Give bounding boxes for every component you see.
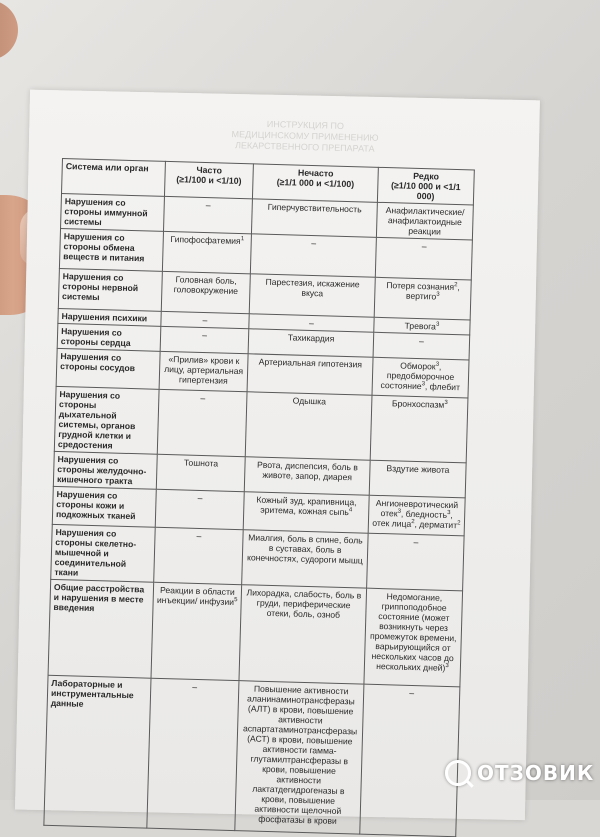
cell-system: Нарушения со стороны кожи и подкожных тканей	[52, 486, 156, 527]
cell-system: Нарушения со стороны дыхательной системы, органов грудной клетки и средостения	[54, 386, 159, 454]
cell-infrequent: Миалгия, боль в спине, боль в суставах, боль в конечностях, судороги мышц	[242, 530, 368, 588]
cell-often: Гипофосфатемия$^1$	[162, 231, 251, 273]
cell-rare: –	[373, 332, 470, 360]
cell-system: Нарушения со стороны нервной системы	[58, 268, 162, 311]
magnifier-icon	[445, 760, 471, 786]
cell-system: Нарушения со стороны сосудов	[56, 348, 160, 389]
cell-often: «Прилив» крови к лицу, артериальная гипертензия	[159, 351, 248, 391]
adverse-effects-table-wrapper	[43, 158, 474, 837]
cell-often: Реакции в области инъекции/ инфузии$^5$	[151, 582, 242, 680]
table-row	[48, 579, 463, 686]
cell-infrequent: Рвота, диспепсия, боль в животе, запор, диарея	[244, 457, 370, 495]
cell-rare: Тревога$^3$	[374, 317, 470, 335]
cell-system: Лабораторные и инструментальные данные	[44, 675, 151, 828]
table-row	[44, 675, 460, 836]
cell-rare: Обморок$^3$, предобморочное состояние$^3$, флебит	[372, 357, 469, 398]
cell-infrequent: Артериальная гипотензия	[247, 354, 373, 395]
cell-system: Нарушения со стороны скелетно-мышечной и соединительной ткани	[51, 524, 155, 582]
header-infrequent: Нечасто (≥1/1 000 и <1/100)	[252, 164, 378, 202]
cell-often: –	[163, 196, 252, 233]
cell-system: Нарушения со стороны желудочно-кишечного тракта	[53, 451, 157, 489]
cell-often: –	[157, 389, 247, 456]
cell-infrequent: –	[249, 314, 374, 332]
cell-rare: Недомогание, гриппоподобное состояние (может возникнуть через промежуток времени, варьирующийся от нескольких часов до нескольких дней)$^3$	[364, 588, 463, 687]
cell-rare: –	[375, 237, 472, 280]
cell-rare: Ангионевротический отек$^3$, бледность$^3$, отек лица$^2$, дерматит$^2$	[368, 495, 465, 536]
cell-rare: Анафилактические/ анафилактоидные реакции	[376, 202, 473, 240]
cell-often: –	[161, 311, 249, 328]
cell-infrequent: Повышение активности аланинаминотрансферазы (АЛТ) в крови, повышение активности аспартатаминотрансферазы (АСТ) в крови, повышение активности гамма-глутамилтрансферазы в крови, повышение активности лактатдегидрогеназы в крови, повышение активности щелочной фосфатазы в крови	[235, 681, 364, 834]
adverse-effects-table	[43, 158, 474, 837]
cell-often: –	[154, 527, 244, 584]
cell-system: Нарушения со стороны иммунной системы	[61, 194, 165, 232]
cell-infrequent: Тахикардия	[248, 329, 374, 357]
cell-rare: –	[367, 533, 464, 591]
cell-infrequent: –	[250, 234, 376, 277]
cell-infrequent: Одышка	[245, 392, 372, 460]
cell-system: Нарушения со стороны обмена веществ и питания	[59, 228, 163, 271]
watermark-text: ОТЗОВИК	[477, 761, 595, 785]
otzovik-watermark	[445, 755, 595, 791]
cell-system: Нарушения со стороны сердца	[57, 323, 161, 351]
cell-system: Общие расстройства и нарушения в месте введения	[48, 579, 154, 678]
cell-infrequent: Лихорадка, слабость, боль в груди, периферические отеки, боль, озноб	[239, 585, 367, 684]
cell-infrequent: Гиперчувствительность	[251, 199, 377, 237]
cell-often: –	[160, 326, 249, 353]
header-rare: Редко (≥1/10 000 и <1/1 000)	[377, 167, 474, 205]
cell-often: –	[155, 489, 244, 529]
cell-infrequent: Кожный зуд, крапивница, эритема, кожная сыпь$^4$	[243, 492, 369, 533]
ghost-header-text: ИНСТРУКЦИЯ ПО МЕДИЦИНСКОМУ ПРИМЕНЕНИЮ ЛЕКАРСТВЕННОГО ПРЕПАРАТА	[231, 118, 379, 154]
cell-rare: Потеря сознания$^2$, вертиго$^3$	[374, 277, 471, 320]
cell-system: Нарушения психики	[58, 308, 161, 326]
cell-often: –	[147, 678, 239, 830]
table-row	[54, 386, 468, 462]
header-system: Система или орган	[62, 159, 166, 197]
cell-rare: Вздутие живота	[369, 460, 466, 498]
cell-rare: Бронхоспазм$^3$	[370, 395, 468, 463]
header-often: Часто (≥1/100 и <1/10)	[164, 161, 253, 198]
cell-rare: –	[360, 684, 460, 837]
cell-often: Головная боль, головокружение	[161, 271, 250, 313]
cell-infrequent: Парестезия, искажение вкуса	[249, 274, 375, 317]
cell-often: Тошнота	[156, 454, 245, 491]
